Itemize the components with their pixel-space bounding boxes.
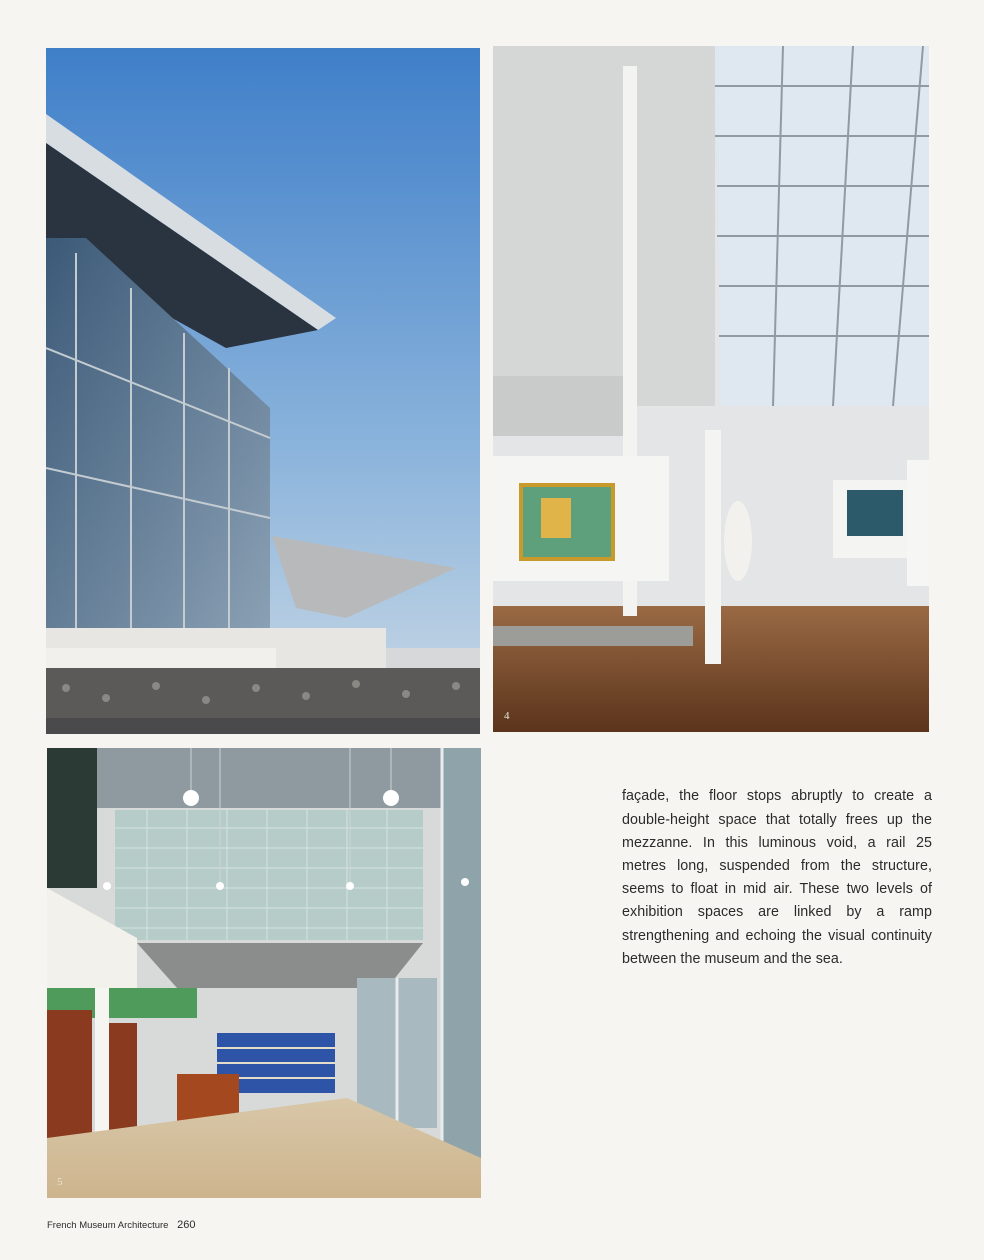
library-interior-photo [47,748,481,1198]
figure-number: 4 [504,710,510,722]
publication-title: French Museum Architecture [47,1220,169,1231]
page-footer [47,1219,195,1231]
body-paragraph: façade, the floor stops abruptly to create a double-height space that totally frees up the mezzanne. In this luminous void, a rail 25 metres long, suspended from the structure, seems to float in mid air. These two levels of exhibition spaces are linked by a ramp strengthening and echoing the visual continuity between the museum and the sea. [622,788,932,967]
page-number: 260 [177,1219,196,1231]
exterior-facade-photo [46,48,480,734]
gallery-interior-photo [493,46,929,732]
figure-number: 5 [57,1176,63,1188]
